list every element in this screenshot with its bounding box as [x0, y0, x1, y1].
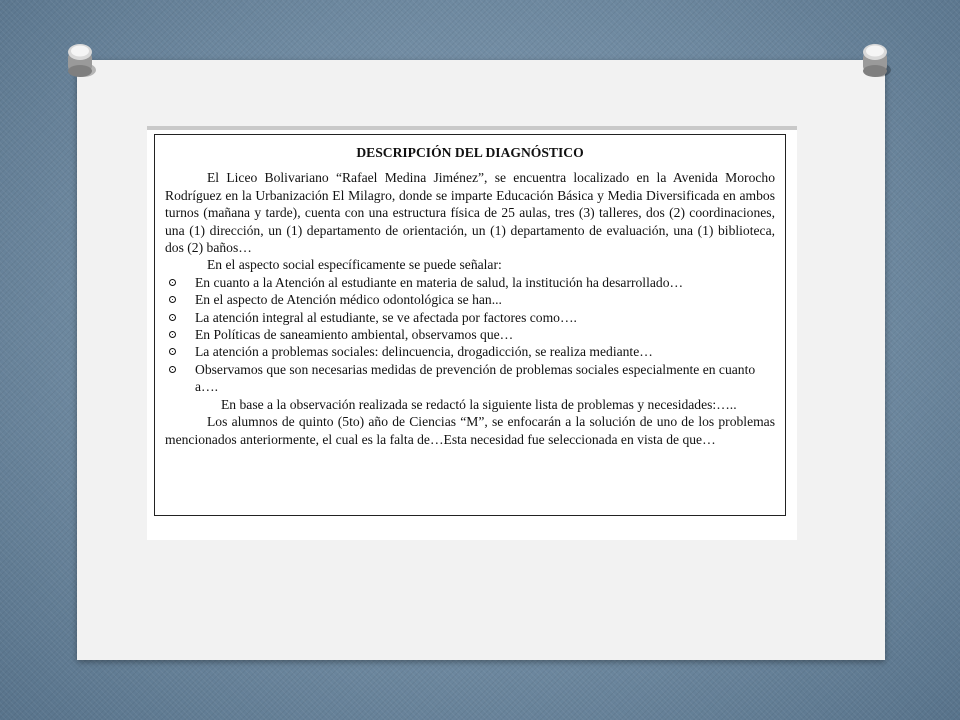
- document-box: [154, 134, 786, 516]
- list-item: En el aspecto de Atención médico odontológica se han...: [165, 291, 775, 308]
- document-title: DESCRIPCIÓN DEL DIAGNÓSTICO: [356, 145, 584, 160]
- intro-paragraph: El Liceo Bolivariano “Rafael Medina Jiménez”, se encuentra localizado en la Avenida Morocho Rodríguez en la Urbanización El Milagro, donde se imparte Educación Básica y Media Diversificada en ambos turnos (mañana y tarde), cuenta con una estructura física de 25 aulas, tres (3) talleres, dos (2) coordinaciones, una (1) dirección, un (1) departamento de orientación, un (1) departamento de evaluación, una (1) biblioteca, dos (2) baños…: [165, 170, 775, 256]
- document-image: [147, 126, 797, 540]
- document-top-border: [147, 126, 797, 130]
- bullet-icon: [169, 348, 176, 355]
- observation-paragraph: En base a la observación realizada se redactó la siguiente lista de problemas y necesidades:…..: [221, 396, 737, 412]
- bullet-icon: [169, 296, 176, 303]
- pushpin-right-icon: [859, 40, 893, 82]
- closing-paragraph: Los alumnos de quinto (5to) año de Ciencias “M”, se enfocarán a la solución de uno de los problemas mencionados anteriormente, el cual es la falta de…Esta necesidad fue seleccionada en vista de que…: [165, 414, 775, 447]
- list-item: En cuanto a la Atención al estudiante en materia de salud, la institución ha desarrollado…: [165, 274, 775, 291]
- list-item: La atención integral al estudiante, se ve afectada por factores como….: [165, 309, 775, 326]
- bullet-icon: [169, 314, 176, 321]
- bullet-icon: [169, 279, 176, 286]
- bullet-icon: [169, 366, 176, 373]
- pushpin-left-icon: [64, 40, 98, 82]
- bullet-icon: [169, 331, 176, 338]
- bullet-list: [165, 274, 775, 396]
- list-item: La atención a problemas sociales: delincuencia, drogadicción, se realiza mediante…: [165, 343, 775, 360]
- list-item: Observamos que son necesarias medidas de prevención de problemas sociales especialmente en cuanto a….: [165, 361, 775, 396]
- social-line: En el aspecto social específicamente se puede señalar:: [207, 257, 502, 273]
- list-item: En Políticas de saneamiento ambiental, observamos que…: [165, 326, 775, 343]
